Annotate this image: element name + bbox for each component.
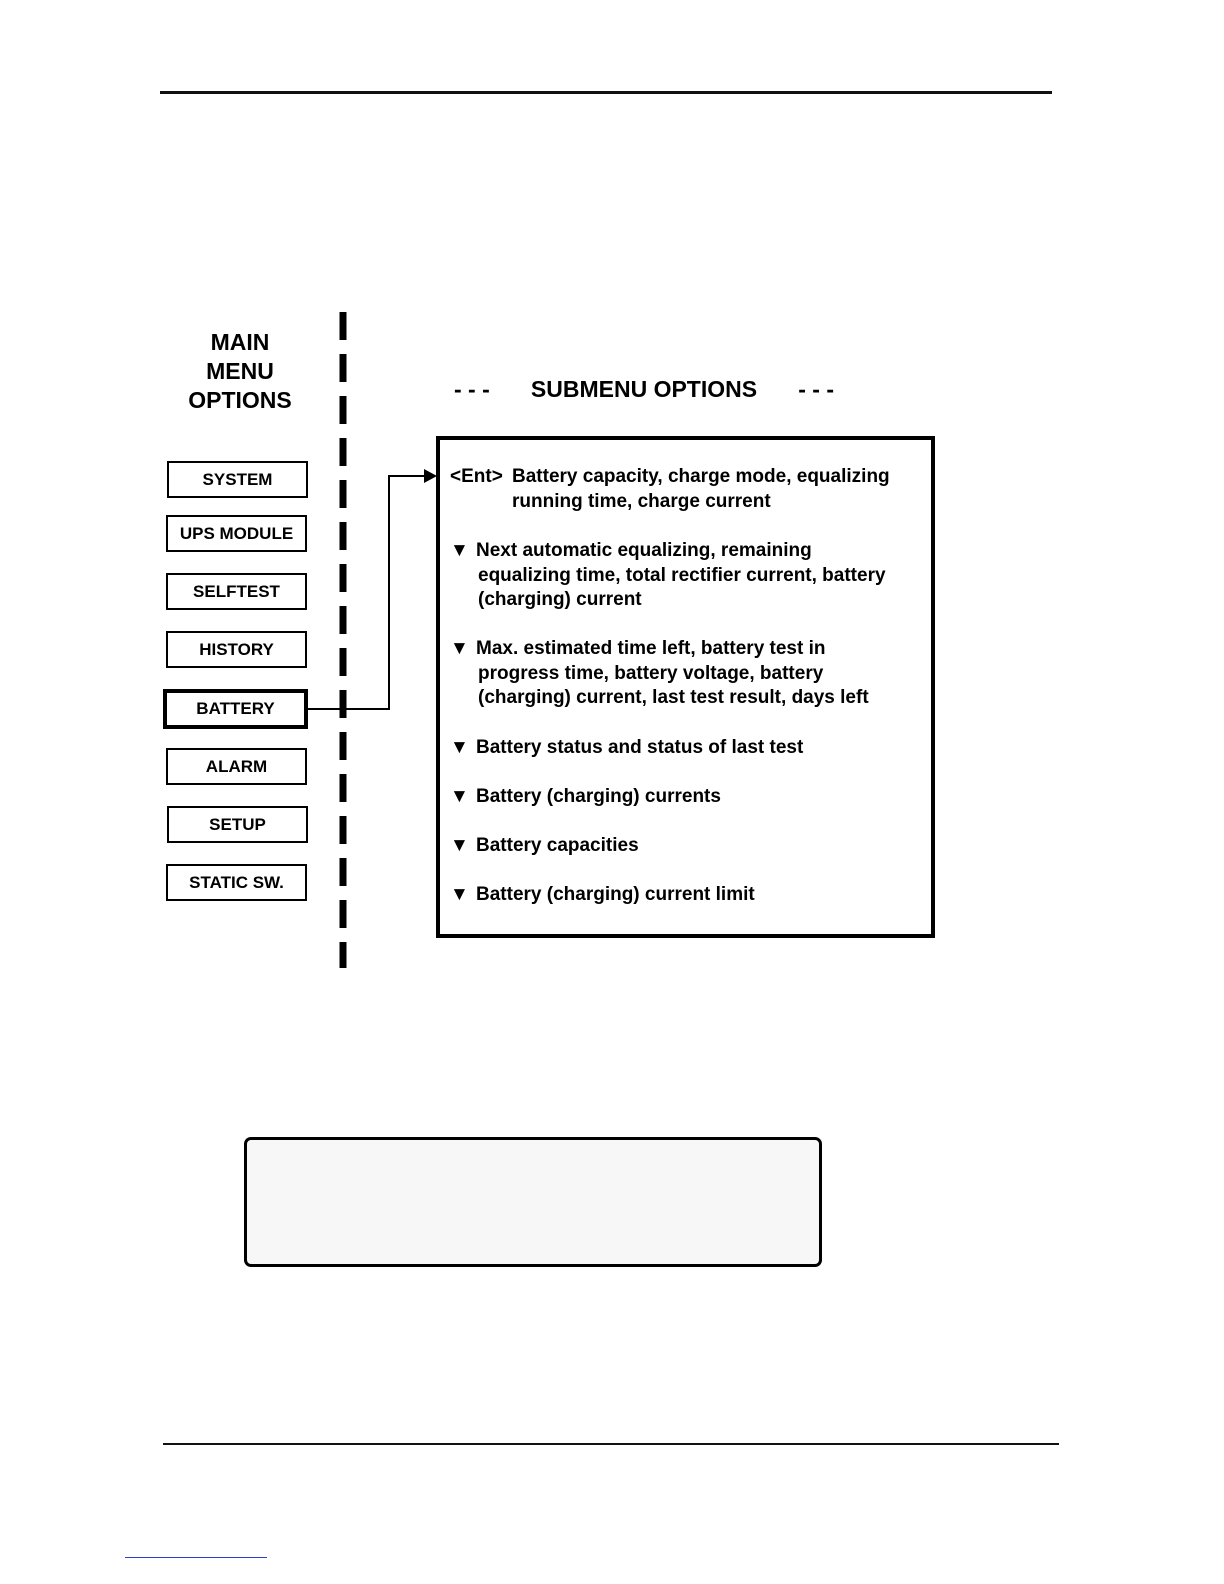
submenu-item-line: (charging) current [478,589,642,610]
submenu-item-charging-currents [450,785,923,810]
submenu-item-equalizing [450,539,923,613]
submenu-item-line: Battery (charging) currents [476,786,721,807]
menu-button-static-sw[interactable]: STATIC SW. [166,864,307,901]
submenu-item-line: Next automatic equalizing, remaining [476,540,812,561]
submenu-item-line: Max. estimated time left, battery test in [476,638,826,659]
lcd-display-panel [244,1137,822,1267]
main-menu-heading-line: OPTIONS [188,387,292,413]
submenu-item-line: (charging) current, last test result, days left [478,687,869,708]
footer-link-underline[interactable] [125,1557,267,1558]
submenu-item-battery-status [450,736,923,761]
down-arrow-icon: ▼ [450,835,469,856]
submenu-item-capacities [450,834,923,859]
submenu-item-enter [450,465,923,514]
submenu-item-line: Battery (charging) current limit [476,884,755,905]
menu-button-setup[interactable]: SETUP [167,806,308,843]
menu-button-alarm[interactable]: ALARM [166,748,307,785]
submenu-options-box [436,436,935,938]
down-arrow-icon: ▼ [450,638,469,659]
submenu-item-line: Battery capacity, charge mode, equalizing [512,466,890,487]
submenu-item-line: equalizing time, total rectifier current, battery [478,564,886,586]
submenu-item-line: Battery capacities [476,835,639,856]
submenu-item-line: running time, charge current [512,490,771,512]
menu-button-ups-module[interactable]: UPS MODULE [166,515,307,552]
menu-button-system[interactable]: SYSTEM [167,461,308,498]
main-menu-heading-line: MENU [206,358,274,384]
submenu-heading-title: SUBMENU OPTIONS [530,376,758,402]
down-arrow-icon: ▼ [450,737,469,758]
menu-button-selftest[interactable]: SELFTEST [166,573,307,610]
submenu-heading-left-dashes: - - - [454,376,490,402]
submenu-item-current-limit [450,883,923,908]
menu-button-history[interactable]: HISTORY [166,631,307,668]
enter-key-marker: <Ent> [450,466,503,487]
submenu-heading [440,376,900,403]
down-arrow-icon: ▼ [450,540,469,561]
submenu-item-line: progress time, battery voltage, battery [478,662,824,684]
footer-rule [163,1443,1059,1445]
down-arrow-icon: ▼ [450,786,469,807]
down-arrow-icon: ▼ [450,884,469,905]
submenu-item-time-left [450,637,923,711]
submenu-heading-right-dashes: - - - [798,376,834,402]
main-menu-heading-line: MAIN [210,329,270,355]
menu-button-battery[interactable]: BATTERY [163,689,308,729]
submenu-item-line: Battery status and status of last test [476,737,804,758]
